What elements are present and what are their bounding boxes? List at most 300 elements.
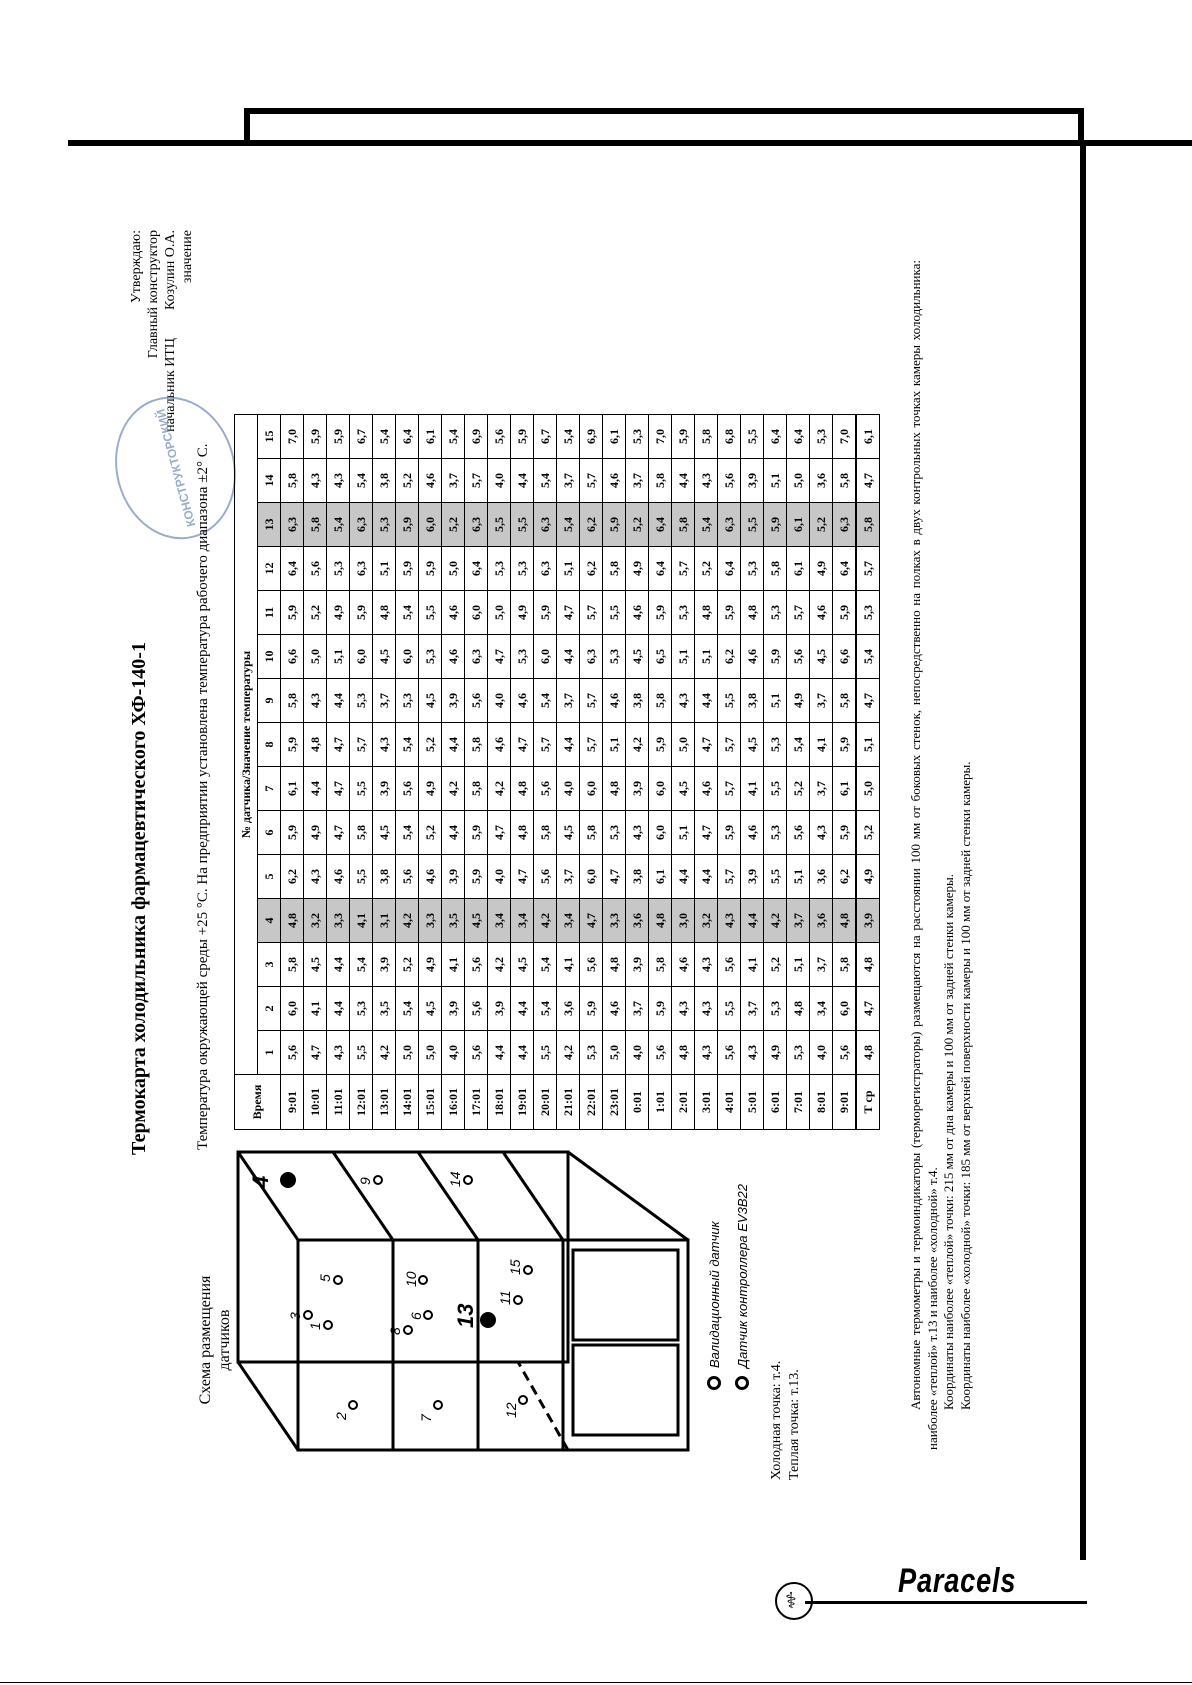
value-cell: 5,4 bbox=[396, 591, 419, 635]
value-cell: 4,5 bbox=[557, 811, 580, 855]
value-cell: 5,3 bbox=[741, 547, 764, 591]
sensor-1 bbox=[324, 1321, 332, 1329]
value-cell: 4,0 bbox=[488, 459, 511, 503]
value-cell: 6,4 bbox=[465, 547, 488, 591]
value-cell: 6,9 bbox=[580, 415, 603, 459]
table-row bbox=[488, 415, 511, 1130]
value-cell: 5,3 bbox=[626, 415, 649, 459]
value-cell: 6,7 bbox=[350, 415, 373, 459]
value-cell: 5,7 bbox=[718, 767, 741, 811]
value-cell: 5,1 bbox=[557, 547, 580, 591]
value-cell: 5,2 bbox=[856, 811, 880, 855]
value-cell: 5,9 bbox=[833, 723, 857, 767]
value-cell: 5,9 bbox=[465, 855, 488, 899]
value-cell: 4,3 bbox=[695, 987, 718, 1031]
value-cell: 5,9 bbox=[396, 503, 419, 547]
value-cell: 5,9 bbox=[281, 591, 304, 635]
value-cell: 4,2 bbox=[764, 899, 787, 943]
approval-signer: Козулин О.А. bbox=[163, 230, 178, 310]
value-cell: 5,8 bbox=[764, 547, 787, 591]
value-cell: 4,9 bbox=[419, 943, 442, 987]
value-cell: 5,6 bbox=[396, 855, 419, 899]
value-cell: 4,3 bbox=[626, 811, 649, 855]
value-cell: 5,7 bbox=[534, 723, 557, 767]
value-cell: 6,9 bbox=[465, 415, 488, 459]
table-row bbox=[603, 415, 626, 1130]
value-cell: 4,2 bbox=[442, 767, 465, 811]
value-cell: 4,4 bbox=[327, 679, 350, 723]
time-cell: 11:01 bbox=[327, 1075, 350, 1130]
sensor-header-6: 6 bbox=[258, 811, 281, 855]
value-cell: 5,4 bbox=[396, 987, 419, 1031]
value-cell: 4,5 bbox=[810, 635, 833, 679]
value-cell: 5,8 bbox=[695, 415, 718, 459]
value-cell: 5,4 bbox=[856, 635, 880, 679]
value-cell: 3,9 bbox=[373, 943, 396, 987]
value-cell: 5,2 bbox=[787, 767, 810, 811]
value-cell: 4,6 bbox=[442, 635, 465, 679]
sensor-label-15: 15 bbox=[507, 1259, 523, 1275]
table-row bbox=[741, 415, 764, 1130]
value-cell: 4,1 bbox=[741, 943, 764, 987]
value-cell: 5,5 bbox=[741, 415, 764, 459]
value-cell: 5,3 bbox=[373, 503, 396, 547]
value-cell: 3,9 bbox=[442, 679, 465, 723]
approval-line-3: начальник ИТЦ bbox=[163, 337, 178, 432]
value-cell: 4,3 bbox=[810, 811, 833, 855]
value-cell: 4,7 bbox=[304, 1031, 327, 1075]
sensor-header-2: 2 bbox=[258, 987, 281, 1031]
table-row bbox=[718, 415, 741, 1130]
value-cell: 4,3 bbox=[718, 899, 741, 943]
value-cell: 3,7 bbox=[787, 899, 810, 943]
value-cell: 6,4 bbox=[396, 415, 419, 459]
value-cell: 4,6 bbox=[672, 943, 695, 987]
value-cell: 4,6 bbox=[419, 459, 442, 503]
value-cell: 5,3 bbox=[350, 679, 373, 723]
time-cell: 5:01 bbox=[741, 1075, 764, 1130]
table-row bbox=[442, 415, 465, 1130]
table-row bbox=[281, 415, 304, 1130]
value-cell: 6,3 bbox=[465, 635, 488, 679]
value-cell: 3,3 bbox=[327, 899, 350, 943]
table-row bbox=[856, 415, 880, 1130]
value-cell: 3,9 bbox=[856, 899, 880, 943]
value-cell: 7,0 bbox=[833, 415, 857, 459]
table-row bbox=[580, 415, 603, 1130]
table-row bbox=[327, 415, 350, 1130]
value-cell: 6,4 bbox=[649, 547, 672, 591]
value-cell: 5,6 bbox=[787, 635, 810, 679]
time-cell: 22:01 bbox=[580, 1075, 603, 1130]
value-cell: 5,2 bbox=[442, 503, 465, 547]
value-cell: 6,0 bbox=[465, 591, 488, 635]
value-cell: 5,1 bbox=[672, 811, 695, 855]
value-cell: 5,8 bbox=[649, 943, 672, 987]
value-cell: 5,1 bbox=[672, 635, 695, 679]
value-cell: 5,9 bbox=[833, 811, 857, 855]
value-cell: 4,9 bbox=[856, 855, 880, 899]
table-row bbox=[649, 415, 672, 1130]
value-cell: 5,3 bbox=[488, 547, 511, 591]
time-cell: 23:01 bbox=[603, 1075, 626, 1130]
value-cell: 5,9 bbox=[281, 723, 304, 767]
value-cell: 5,3 bbox=[396, 679, 419, 723]
value-cell: 5,9 bbox=[580, 987, 603, 1031]
controller-sensor-icon bbox=[735, 1376, 749, 1390]
time-cell: 13:01 bbox=[373, 1075, 396, 1130]
value-cell: 4,8 bbox=[741, 591, 764, 635]
value-cell: 5,6 bbox=[281, 1031, 304, 1075]
value-cell: 3,8 bbox=[626, 679, 649, 723]
value-cell: 5,3 bbox=[764, 723, 787, 767]
value-cell: 4,4 bbox=[557, 723, 580, 767]
sensor-label-5: 5 bbox=[317, 1274, 333, 1282]
sensor-header-14: 14 bbox=[258, 459, 281, 503]
value-cell: 5,8 bbox=[603, 547, 626, 591]
value-cell: 4,2 bbox=[534, 899, 557, 943]
value-cell: 3,9 bbox=[626, 767, 649, 811]
value-cell: 6,3 bbox=[534, 547, 557, 591]
value-cell: 5,3 bbox=[327, 547, 350, 591]
value-cell: 5,5 bbox=[764, 767, 787, 811]
value-cell: 5,4 bbox=[534, 943, 557, 987]
header-rule bbox=[68, 140, 1192, 146]
time-cell: 12:01 bbox=[350, 1075, 373, 1130]
value-cell: 4,4 bbox=[741, 899, 764, 943]
value-cell: 5,3 bbox=[511, 547, 534, 591]
value-cell: 6,6 bbox=[281, 635, 304, 679]
value-cell: 5,6 bbox=[787, 811, 810, 855]
value-cell: 5,6 bbox=[465, 679, 488, 723]
sensor-header-11: 11 bbox=[258, 591, 281, 635]
value-cell: 5,5 bbox=[350, 767, 373, 811]
value-cell: 5,1 bbox=[856, 723, 880, 767]
value-cell: 3,2 bbox=[304, 899, 327, 943]
value-cell: 5,2 bbox=[396, 943, 419, 987]
value-cell: 5,5 bbox=[350, 1031, 373, 1075]
cold-point: Холодная точка: т.4. bbox=[769, 1360, 784, 1480]
scheme-title-line-1: Схема размещения bbox=[197, 1275, 214, 1405]
scheme-title-line-2: датчиков bbox=[216, 1309, 233, 1371]
value-cell: 4,1 bbox=[304, 987, 327, 1031]
value-cell: 5,0 bbox=[419, 1031, 442, 1075]
table-row bbox=[419, 415, 442, 1130]
value-cell: 3,4 bbox=[810, 987, 833, 1031]
value-cell: 3,6 bbox=[626, 899, 649, 943]
value-cell: 4,7 bbox=[603, 855, 626, 899]
value-cell: 5,8 bbox=[580, 811, 603, 855]
value-cell: 4,8 bbox=[833, 899, 857, 943]
value-cell: 5,9 bbox=[465, 811, 488, 855]
value-cell: 6,1 bbox=[649, 855, 672, 899]
value-cell: 4,6 bbox=[488, 723, 511, 767]
value-cell: 5,7 bbox=[580, 723, 603, 767]
time-cell: 1:01 bbox=[649, 1075, 672, 1130]
value-cell: 5,0 bbox=[442, 547, 465, 591]
value-cell: 4,6 bbox=[741, 811, 764, 855]
value-cell: 5,0 bbox=[488, 591, 511, 635]
value-cell: 5,9 bbox=[718, 811, 741, 855]
value-cell: 5,9 bbox=[350, 591, 373, 635]
value-cell: 5,9 bbox=[649, 987, 672, 1031]
sensor-header-13: 13 bbox=[258, 503, 281, 547]
value-cell: 3,7 bbox=[626, 459, 649, 503]
table-row bbox=[396, 415, 419, 1130]
rotated-content bbox=[128, 230, 1008, 1480]
cold-warm-points bbox=[768, 1361, 804, 1480]
value-cell: 5,6 bbox=[534, 767, 557, 811]
value-cell: 4,1 bbox=[741, 767, 764, 811]
table-row bbox=[557, 415, 580, 1130]
group-header: № датчика/Значение температуры bbox=[235, 415, 258, 1075]
value-cell: 4,8 bbox=[856, 1031, 880, 1075]
sensor-header-3: 3 bbox=[258, 943, 281, 987]
value-cell: 5,1 bbox=[787, 855, 810, 899]
value-cell: 5,3 bbox=[350, 987, 373, 1031]
value-cell: 4,5 bbox=[511, 943, 534, 987]
value-cell: 6,3 bbox=[580, 635, 603, 679]
sensor-label-11: 11 bbox=[497, 1290, 513, 1305]
value-cell: 3,9 bbox=[373, 767, 396, 811]
value-cell: 4,7 bbox=[856, 987, 880, 1031]
value-cell: 4,8 bbox=[603, 767, 626, 811]
value-cell: 5,7 bbox=[580, 459, 603, 503]
table-row bbox=[672, 415, 695, 1130]
value-cell: 3,6 bbox=[810, 855, 833, 899]
value-cell: 5,4 bbox=[396, 723, 419, 767]
value-cell: 3,6 bbox=[557, 987, 580, 1031]
sensor-header-15: 15 bbox=[258, 415, 281, 459]
sensor-header-12: 12 bbox=[258, 547, 281, 591]
bottom-rule bbox=[0, 1682, 1192, 1683]
value-cell: 5,0 bbox=[396, 1031, 419, 1075]
value-cell: 3,9 bbox=[741, 459, 764, 503]
value-cell: 4,7 bbox=[511, 855, 534, 899]
value-cell: 4,9 bbox=[626, 547, 649, 591]
value-cell: 6,2 bbox=[580, 503, 603, 547]
sensor-11 bbox=[514, 1296, 522, 1304]
value-cell: 4,4 bbox=[672, 855, 695, 899]
table-row bbox=[511, 415, 534, 1130]
time-cell: 14:01 bbox=[396, 1075, 419, 1130]
shelf-2-side bbox=[418, 1152, 478, 1240]
value-cell: 5,6 bbox=[718, 943, 741, 987]
value-cell: 4,6 bbox=[603, 679, 626, 723]
value-cell: 6,7 bbox=[534, 415, 557, 459]
value-cell: 4,8 bbox=[304, 723, 327, 767]
value-cell: 6,0 bbox=[649, 767, 672, 811]
value-cell: 3,8 bbox=[373, 459, 396, 503]
value-cell: 5,6 bbox=[718, 459, 741, 503]
value-cell: 6,1 bbox=[833, 767, 857, 811]
value-cell: 3,7 bbox=[741, 987, 764, 1031]
value-cell: 5,6 bbox=[833, 1031, 857, 1075]
value-cell: 5,8 bbox=[465, 767, 488, 811]
value-cell: 4,1 bbox=[810, 723, 833, 767]
drawer-right bbox=[573, 1250, 678, 1340]
table-row bbox=[695, 415, 718, 1130]
value-cell: 4,3 bbox=[304, 459, 327, 503]
time-cell: 0:01 bbox=[626, 1075, 649, 1130]
value-cell: 4,6 bbox=[695, 767, 718, 811]
sensor-label-9: 9 bbox=[357, 1177, 373, 1185]
value-cell: 4,0 bbox=[557, 767, 580, 811]
value-cell: 4,7 bbox=[856, 459, 880, 503]
time-cell: 2:01 bbox=[672, 1075, 695, 1130]
value-cell: 4,4 bbox=[557, 635, 580, 679]
value-cell: 4,6 bbox=[419, 855, 442, 899]
value-cell: 5,4 bbox=[373, 415, 396, 459]
value-cell: 4,9 bbox=[810, 547, 833, 591]
sensor-8 bbox=[404, 1326, 412, 1334]
value-cell: 5,8 bbox=[281, 459, 304, 503]
value-cell: 5,8 bbox=[534, 811, 557, 855]
value-cell: 5,5 bbox=[488, 503, 511, 547]
time-cell: 9:01 bbox=[833, 1075, 857, 1130]
value-cell: 4,6 bbox=[327, 855, 350, 899]
value-cell: 5,9 bbox=[327, 415, 350, 459]
stamp-text: КОНСТРУКТОРСКИЙ bbox=[153, 407, 198, 529]
value-cell: 4,0 bbox=[810, 1031, 833, 1075]
value-cell: 4,2 bbox=[626, 723, 649, 767]
value-cell: 5,9 bbox=[764, 635, 787, 679]
value-cell: 4,3 bbox=[695, 1031, 718, 1075]
value-cell: 5,1 bbox=[787, 943, 810, 987]
sensor-header-8: 8 bbox=[258, 723, 281, 767]
value-cell: 5,3 bbox=[764, 987, 787, 1031]
value-cell: 6,0 bbox=[580, 767, 603, 811]
company-logo: Paracels bbox=[898, 1562, 1017, 1600]
value-cell: 5,9 bbox=[281, 811, 304, 855]
value-cell: 5,2 bbox=[419, 811, 442, 855]
table-body bbox=[281, 415, 880, 1130]
value-cell: 5,5 bbox=[603, 591, 626, 635]
value-cell: 5,4 bbox=[442, 415, 465, 459]
sensor-label-7: 7 bbox=[418, 1414, 434, 1422]
sensor-label-2: 2 bbox=[333, 1412, 349, 1420]
intro-text: Температура окружающей среды +25 °С. На предприятии установлена температура рабочего диапазона ±2° С. bbox=[195, 443, 211, 1150]
value-cell: 4,3 bbox=[741, 1031, 764, 1075]
value-cell: 6,3 bbox=[718, 503, 741, 547]
value-cell: 5,5 bbox=[419, 591, 442, 635]
value-cell: 4,4 bbox=[511, 987, 534, 1031]
legend-controller-label: Датчик контроллера EV3B22 bbox=[734, 1184, 750, 1368]
value-cell: 4,3 bbox=[304, 679, 327, 723]
value-cell: 5,8 bbox=[649, 679, 672, 723]
value-cell: 3,3 bbox=[603, 899, 626, 943]
value-cell: 6,2 bbox=[281, 855, 304, 899]
value-cell: 3,7 bbox=[626, 987, 649, 1031]
value-cell: 3,5 bbox=[373, 987, 396, 1031]
value-cell: 6,3 bbox=[350, 503, 373, 547]
sensor-2 bbox=[349, 1401, 357, 1409]
value-cell: 3,4 bbox=[488, 899, 511, 943]
value-cell: 5,3 bbox=[511, 635, 534, 679]
time-cell: 17:01 bbox=[465, 1075, 488, 1130]
value-cell: 5,9 bbox=[764, 503, 787, 547]
value-cell: 5,4 bbox=[350, 459, 373, 503]
value-cell: 3,1 bbox=[373, 899, 396, 943]
value-cell: 5,5 bbox=[718, 679, 741, 723]
value-cell: 4,3 bbox=[327, 459, 350, 503]
table-row bbox=[465, 415, 488, 1130]
value-cell: 5,7 bbox=[465, 459, 488, 503]
value-cell: 4,7 bbox=[580, 899, 603, 943]
sensor-label-6: 6 bbox=[408, 1312, 424, 1320]
note-2: Координаты наиболее «теплой» точки: 215 мм от дна камеры и 100 мм от задней стенки камеры. bbox=[941, 874, 956, 1410]
value-cell: 4,7 bbox=[856, 679, 880, 723]
value-cell: 3,0 bbox=[672, 899, 695, 943]
sensor-14 bbox=[464, 1176, 472, 1184]
value-cell: 3,4 bbox=[557, 899, 580, 943]
value-cell: 6,4 bbox=[649, 503, 672, 547]
thermo-table bbox=[234, 414, 880, 1130]
value-cell: 5,3 bbox=[419, 635, 442, 679]
value-cell: 5,6 bbox=[649, 1031, 672, 1075]
value-cell: 4,8 bbox=[281, 899, 304, 943]
warm-point: Теплая точка: т.13. bbox=[787, 1369, 802, 1480]
value-cell: 4,2 bbox=[373, 1031, 396, 1075]
value-cell: 4,5 bbox=[741, 723, 764, 767]
value-cell: 5,3 bbox=[810, 415, 833, 459]
value-cell: 4,6 bbox=[442, 591, 465, 635]
value-cell: 5,3 bbox=[787, 1031, 810, 1075]
value-cell: 5,3 bbox=[672, 591, 695, 635]
value-cell: 5,3 bbox=[603, 635, 626, 679]
sensor-label-13: 13 bbox=[453, 1303, 478, 1328]
time-cell: 3:01 bbox=[695, 1075, 718, 1130]
sensor-number-row bbox=[258, 415, 281, 1130]
value-cell: 3,7 bbox=[810, 943, 833, 987]
time-header: Время bbox=[235, 1075, 281, 1130]
value-cell: 4,5 bbox=[419, 679, 442, 723]
value-cell: 4,7 bbox=[488, 811, 511, 855]
value-cell: 5,3 bbox=[580, 1031, 603, 1075]
note-3: Координаты наиболее «холодной» точки: 185 мм от верхней поверхности камеры и 100 мм от задней стенки камеры. bbox=[957, 761, 973, 1410]
value-cell: 5,7 bbox=[672, 547, 695, 591]
value-cell: 4,3 bbox=[672, 987, 695, 1031]
legend-validation bbox=[703, 1184, 725, 1390]
value-cell: 5,4 bbox=[327, 503, 350, 547]
value-cell: 5,9 bbox=[396, 547, 419, 591]
table-row bbox=[833, 415, 857, 1130]
value-cell: 4,0 bbox=[488, 679, 511, 723]
value-cell: 5,9 bbox=[649, 591, 672, 635]
value-cell: 6,3 bbox=[833, 503, 857, 547]
value-cell: 6,3 bbox=[465, 503, 488, 547]
value-cell: 6,4 bbox=[787, 415, 810, 459]
note-1: Автономные термометры и термоиндикаторы (терморегистраторы) размещаются на расстоянии 100 мм от боковых стенок, непосредственно на полках в двух контрольных точках камеры холодильника: наиболее «теплой» т.13 и наиболее «холодной» т.4. bbox=[908, 260, 940, 1450]
value-cell: 4,5 bbox=[373, 811, 396, 855]
value-cell: 5,0 bbox=[304, 635, 327, 679]
value-cell: 5,8 bbox=[833, 459, 857, 503]
value-cell: 6,8 bbox=[718, 415, 741, 459]
sensor-6 bbox=[424, 1311, 432, 1319]
table-row bbox=[350, 415, 373, 1130]
value-cell: 3,8 bbox=[626, 855, 649, 899]
value-cell: 6,0 bbox=[396, 635, 419, 679]
value-cell: 6,1 bbox=[419, 415, 442, 459]
shelf-1-side bbox=[333, 1152, 393, 1240]
value-cell: 5,5 bbox=[741, 503, 764, 547]
value-cell: 5,1 bbox=[603, 723, 626, 767]
value-cell: 4,0 bbox=[488, 855, 511, 899]
value-cell: 5,2 bbox=[626, 503, 649, 547]
value-cell: 5,9 bbox=[718, 591, 741, 635]
value-cell: 4,6 bbox=[626, 591, 649, 635]
value-cell: 4,2 bbox=[488, 767, 511, 811]
